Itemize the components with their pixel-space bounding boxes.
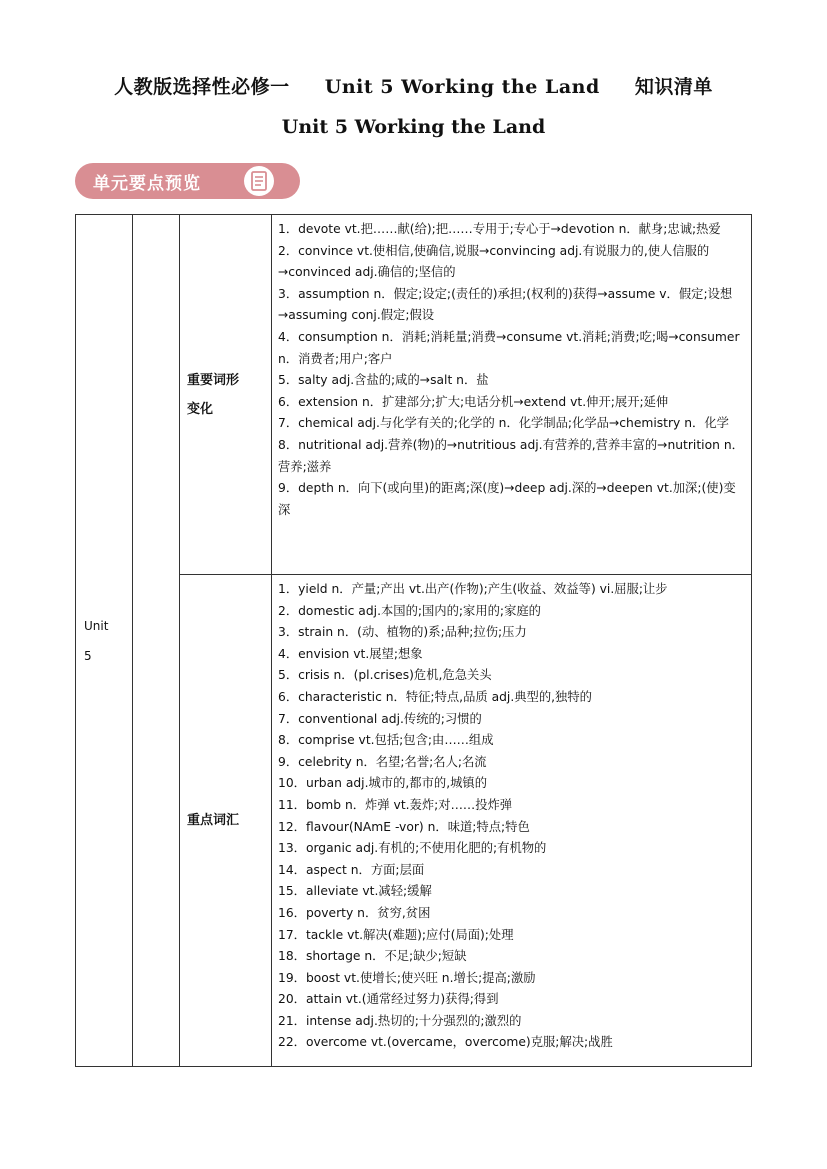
list-item: 8．comprise vt.包括;包含;由……组成 (278, 733, 494, 748)
list-item: 8．nutritional adj.营养(物)的→nutritious adj.有营养的,营养丰富的→nutrition n．营养;滋养 (278, 437, 744, 474)
section-banner (75, 163, 300, 199)
list-item: 3．assumption n．假定;设定;(责任的)承担;(权利的)获得→assume v．假定;设想→assuming conj.假定;假设 (278, 286, 733, 323)
unit-number: 5 (84, 648, 92, 663)
section-heading-key-words: 重点词汇 (180, 575, 272, 1067)
list-item: 5．crisis n．(pl.crises)危机,危急关头 (278, 668, 492, 683)
list-item: 9．celebrity n．名望;名誉;名人;名流 (278, 754, 487, 769)
title-unit: Unit 5 Working the Land (324, 76, 600, 98)
vocabulary-table (75, 214, 752, 1067)
list-item: 6．characteristic n．特征;特点,品质 adj.典型的,独特的 (278, 689, 592, 704)
document-title (0, 72, 827, 99)
list-item: 10．urban adj.城市的,都市的,城镇的 (278, 776, 487, 791)
list-item: 19．boost vt.使增长;使兴旺 n.增长;提高;激励 (278, 970, 536, 985)
key-words-list (272, 575, 752, 1067)
empty-cell (133, 215, 180, 1067)
list-item: 20．attain vt.(通常经过努力)获得;得到 (278, 992, 499, 1007)
list-item: 12．flavour(NAmE -vor) n．味道;特点;特色 (278, 819, 530, 834)
document-subtitle: Unit 5 Working the Land (281, 116, 546, 138)
title-type: 知识清单 (634, 76, 713, 98)
list-item: 2．convince vt.使相信,使确信,说服→convincing adj.有说服力的,使人信服的→convinced adj.确信的;坚信的 (278, 243, 710, 280)
list-item: 21．intense adj.热切的;十分强烈的;激烈的 (278, 1013, 522, 1028)
list-item: 7．conventional adj.传统的;习惯的 (278, 711, 482, 726)
document-icon (244, 166, 274, 196)
list-item: 17．tackle vt.解决(难题);应付(局面);处理 (278, 927, 514, 942)
section-heading-word-forms: 重要词形 变化 (180, 215, 272, 575)
list-item: 9．depth n．向下(或向里)的距离;深(度)→deep adj.深的→deepen vt.加深;(使)变深 (278, 481, 736, 517)
list-item: 5．salty adj.含盐的;咸的→salt n．盐 (278, 373, 489, 388)
list-item: 15．alleviate vt.减轻;缓解 (278, 884, 432, 899)
list-item: 1．devote vt.把……献(给);把……专用于;专心于→devotion n．献身;忠诚;热爱 (278, 222, 721, 236)
list-item: 4．envision vt.展望;想象 (278, 646, 423, 661)
list-item: 7．chemical adj.与化学有关的;化学的 n．化学制品;化学品→chemistry n．化学 (278, 416, 729, 431)
list-item: 4．consumption n．消耗;消耗量;消费→consume vt.消耗;消费;吃;喝→consumer n．消费者;用户;客户 (278, 329, 740, 366)
unit-label: Unit (84, 618, 109, 633)
list-item: 13．organic adj.有机的;不使用化肥的;有机物的 (278, 841, 547, 856)
title-course: 人教版选择性必修一 (114, 76, 290, 98)
list-item: 11．bomb n．炸弹 vt.轰炸;对……投炸弹 (278, 797, 513, 812)
list-item: 3．strain n．(动、植物的)系;品种;拉伤;压力 (278, 625, 527, 640)
list-item: 1．yield n．产量;产出 vt.出产(作物);产生(收益、效益等) vi.屈服;让步 (278, 582, 668, 596)
list-item: 22．overcome vt.(overcame，overcome)克服;解决;战胜 (278, 1035, 613, 1050)
list-item: 18．shortage n．不足;缺少;短缺 (278, 949, 467, 964)
list-item: 6．extension n．扩建部分;扩大;电话分机→extend vt.伸开;展开;延伸 (278, 394, 669, 409)
word-forms-list (272, 215, 752, 575)
list-item: 14．aspect n．方面;层面 (278, 862, 425, 877)
list-item: 16．poverty n．贫穷,贫困 (278, 905, 431, 920)
unit-cell (76, 215, 133, 1067)
list-item: 2．domestic adj.本国的;国内的;家用的;家庭的 (278, 603, 541, 618)
banner-label: 单元要点预览 (93, 174, 201, 194)
